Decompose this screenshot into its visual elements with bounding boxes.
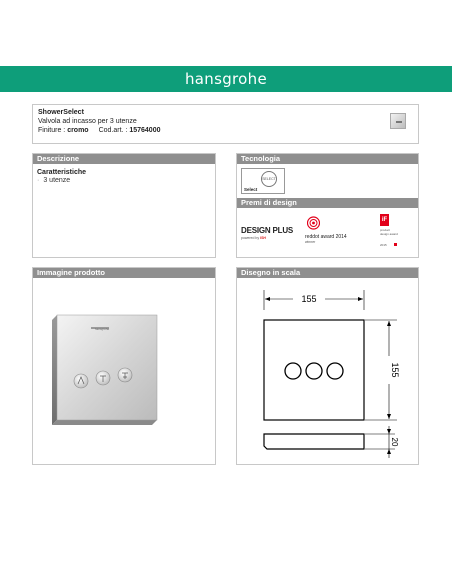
if-line1: product [380,228,391,232]
product-name: ShowerSelect [38,109,84,116]
code-label: Cod.art. : [98,127,128,134]
if-logo: iF [380,214,389,226]
product-thumbnail [390,113,406,129]
valve-plate-bottom [52,420,157,425]
product-description: Valvola ad incasso per 3 utenze [38,118,137,125]
brand-header [0,66,452,92]
feature-item [37,177,215,184]
depth-dimension: 20 [390,437,399,447]
design-plus-powered: powered by [241,236,260,240]
design-awards-heading: Premi di design [237,198,418,208]
product-image-heading: Immagine prodotto [33,268,215,278]
description-panel [32,153,216,258]
select-technology-badge [241,168,285,194]
awards-row [237,208,418,254]
finish-value: cromo [67,127,89,134]
technology-panel [236,153,419,258]
reddot-winner: winner [305,240,316,244]
if-accent-mark [394,243,397,246]
product-image-panel [32,267,216,465]
drawing-button-3 [327,363,343,379]
description-heading: Descrizione [33,154,215,164]
brand-logo: hansgrohe [185,70,267,88]
valve-logo: hansgrohe [95,327,110,331]
feature-item-label: 3 utenze [43,177,71,184]
drawing-plate-side [264,434,364,449]
width-dimension: 155 [301,294,317,304]
select-badge-label: Select [244,187,258,192]
scale-drawing-panel [236,267,419,465]
drawing-button-2 [306,363,322,379]
finish-label: Finiture : [38,127,66,134]
height-dimension: 155 [390,362,400,378]
drawing-button-1 [285,363,301,379]
bullet-icon: · [37,177,40,184]
product-image [33,278,215,464]
reddot-icon [307,216,320,230]
drawing-plate-front [264,320,364,420]
code-value: 15764000 [129,127,161,134]
valve-plate-side [52,315,57,425]
features-title: Caratteristiche [37,169,87,176]
select-button-icon: SELECT [261,171,277,187]
design-plus-logo: DESIGN PLUS [241,226,294,235]
product-info [32,104,419,144]
ish-logo: ISH [260,236,266,240]
scale-drawing-heading: Disegno in scala [237,268,418,278]
if-year: 2015 [380,243,387,247]
if-line2: design award [380,232,398,236]
valve-button-1 [74,374,88,388]
product-details [38,126,413,135]
technology-heading: Tecnologia [237,154,418,164]
design-plus-subtext [241,236,266,240]
scale-drawing [237,278,418,464]
reddot-award-text: reddot award 2014 [305,234,347,240]
